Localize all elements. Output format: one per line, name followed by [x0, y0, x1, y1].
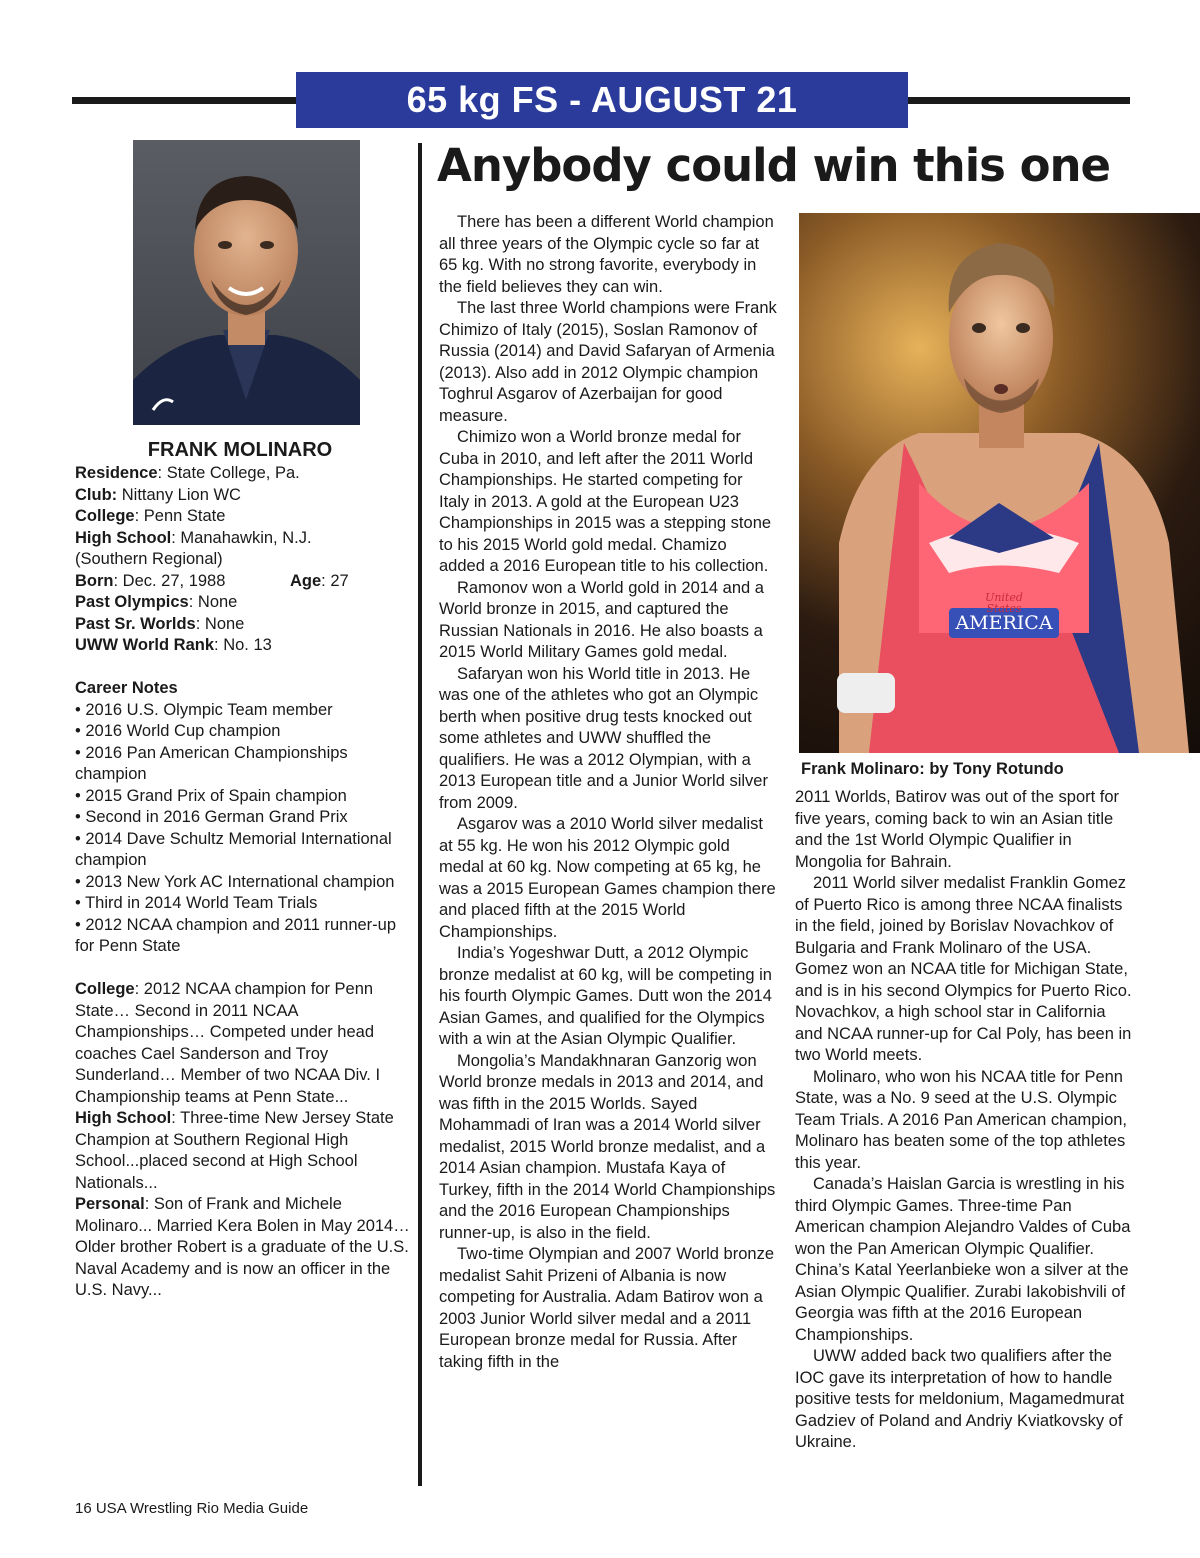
college-value: : Penn State [134, 507, 226, 525]
club-value: Nittany Lion WC [117, 485, 241, 504]
article-paragraph: UWW added back two qualifiers after the IOC gave its interpretation of how to handle positive tests for meldonium, Magamedmurat Gadziev of Poland and Andriy Kviatkovsky of Ukraine. [795, 1347, 1125, 1451]
past-olympics-value: : None [188, 593, 238, 611]
singlet-states-text: States [986, 602, 1022, 615]
age-label: Age [290, 571, 322, 590]
born-label: Born [75, 571, 114, 590]
article-column-right [795, 787, 1135, 1454]
high-school-row-2: (Southern Regional) [75, 550, 223, 568]
past-worlds-label: Past Sr. Worlds [75, 614, 196, 633]
career-notes-title: Career Notes [75, 679, 178, 697]
world-rank-row [75, 635, 415, 657]
singlet-united-text: United [985, 591, 1023, 604]
article-paragraph: Canada’s Haislan Garcia is wrestling in his third Olympic Games. Three-time Pan American champion Alejandro Valdes of Cuba won the Pan American Olympic Qualifier. China’s Katal Yeerlanbieke won a silver at the Asian Olympic Qualifier. Zurabi Iakobishvili of Georgia was fifth at the 2016 European Championships. [795, 1175, 1131, 1344]
column-divider [418, 143, 422, 1486]
photo-caption: Frank Molinaro: by Tony Rotundo [801, 760, 1064, 778]
bio-personal [75, 1194, 415, 1302]
event-banner: 65 kg FS - AUGUST 21 [296, 72, 908, 128]
career-note: • 2013 New York AC International champion [75, 872, 395, 891]
past-worlds-value: : None [195, 614, 245, 633]
residence-label: Residence [75, 464, 158, 482]
career-note: • 2015 Grand Prix of Spain champion [75, 786, 347, 805]
bio-personal-text: : Son of Frank and Michele Molinaro... Married Kera Bolen in May 2014… Older brother Robert is a graduate of the U.S. Naval Academy and is now an officer in the U.S. Navy... [75, 1195, 410, 1299]
club-row [75, 485, 415, 507]
high-school-value: : Manahawkin, N.J. [171, 528, 312, 547]
right-header-rule [906, 97, 1130, 104]
article-paragraph: Molinaro, who won his NCAA title for Penn State, was a No. 9 seed at the U.S. Olympic Team Trials. A 2016 Pan American champion, Molinaro has beaten some of the top athletes this year. [795, 1067, 1128, 1172]
article-paragraph: Two-time Olympian and 2007 World bronze medalist Sahit Prizeni of Albania is now competing for Australia. Adam Batirov won a 2003 Junior World silver medal and a 2011 European bronze medal for Russia. After taking fifth in the [439, 1245, 775, 1371]
bio-high-school [75, 1108, 415, 1194]
article-paragraph: The last three World champions were Frank Chimizo of Italy (2015), Soslan Ramonov of Russia (2014) and David Safaryan of Armenia (2013). Also add in 2012 Olympic champion Toghrul Asgarov of Azerbaijan for good measure. [439, 299, 777, 425]
club-label: Club: [75, 485, 118, 504]
career-note: • 2016 World Cup champion [75, 722, 281, 740]
career-note: • 2014 Dave Schultz Memorial International champion [75, 829, 392, 869]
page-footer: 16 USA Wrestling Rio Media Guide [75, 1500, 309, 1517]
article-headline: Anybody could win this one [437, 139, 1111, 192]
world-rank-label: UWW World Rank [75, 636, 215, 654]
headshot-photo [133, 140, 360, 425]
portrait-illustration [133, 140, 360, 425]
bio-personal-label: Personal [75, 1195, 145, 1213]
bio-high-school-label: High School [75, 1109, 172, 1127]
career-note: • 2016 Pan American Championships champion [75, 743, 348, 783]
article-paragraph: There has been a different World champion all three years of the Olympic cycle so far at 65 kg. With no strong favorite, everybody in the field believes they can win. [439, 213, 774, 296]
bio-college [75, 979, 415, 1108]
past-worlds-row [75, 614, 415, 636]
high-school-label: High School [75, 528, 172, 547]
age-field [290, 571, 349, 593]
career-note: • 2012 NCAA champion and 2011 runner-up for Penn State [75, 915, 397, 955]
residence-value: : State College, Pa. [157, 464, 300, 482]
article-paragraph: Mongolia’s Mandakhnaran Ganzorig won World bronze medals in 2013 and 2014, and was fifth in the 2015 Worlds. Sayed Mohammadi of Iran was a 2014 World silver medalist, 2015 World bronze medalist, and a 2014 Asian champion. Mustafa Kaya of Turkey, fifth in the 2014 World Championships and the 2016 European Championships runner-up, is also in the field. [439, 1051, 776, 1242]
past-olympics-label: Past Olympics [75, 593, 189, 611]
world-rank-value: : No. 13 [214, 636, 272, 654]
bio-college-label: College [75, 980, 135, 998]
article-paragraph: India’s Yogeshwar Dutt, a 2012 Olympic bronze medalist at 60 kg, will be competing in his fourth Olympic Games. Dutt won the 2014 Asian Games, and qualified for the Olympics with a win at the Asian Olympic Qualifier. [439, 944, 772, 1048]
career-note: • 2016 U.S. Olympic Team member [75, 700, 333, 719]
singlet-america-text: AMERICA [955, 612, 1053, 634]
bio-high-school-text: : Three-time New Jersey State Champion at Southern Regional High School...placed second at High School Nationals... [75, 1109, 394, 1192]
high-school-row [75, 528, 415, 550]
article-paragraph: Chimizo won a World bronze medal for Cuba in 2010, and left after the 2011 World Championships. He started competing for Italy in 2013. A gold at the European U23 Championships in 2015 was a stepping stone to his 2015 World gold medal. Chamizo added a 2016 European title to his collection. [439, 428, 772, 575]
article-column-middle [439, 212, 777, 1373]
article-paragraph: 2011 Worlds, Batirov was out of the sport for five years, coming back to win an Asian title and the 1st World Olympic Qualifier in Mongolia for Bahrain. [795, 788, 1120, 871]
wrestler-illustration [799, 213, 1200, 753]
career-note: • Third in 2014 World Team Trials [75, 894, 318, 912]
athlete-name: FRANK MOLINARO [147, 439, 333, 461]
career-note: • Second in 2016 German Grand Prix [75, 808, 348, 826]
article-paragraph: Ramonov won a World gold in 2014 and a World bronze in 2015, and captured the Russian Nationals in 2016. He also boasts a 2015 World Military Games gold medal. [439, 578, 764, 661]
college-row [75, 506, 415, 528]
residence-row [75, 463, 415, 485]
bio-college-text: : 2012 NCAA champion for Penn State… Second in 2011 NCAA Championships… Competed under head coaches Cael Sanderson and Troy Sunderland… Member of two NCAA Div. I Championship teams at Penn State... [75, 980, 381, 1106]
article-paragraph: Asgarov was a 2010 World silver medalist at 55 kg. He won his 2012 Olympic gold medal at 60 kg. Now competing at 65 kg, he was a 2015 European Games champion there and placed fifth at the 2015 World Championships. [439, 815, 776, 941]
age-value: : 27 [321, 571, 349, 590]
born-row [75, 571, 415, 593]
past-olympics-row [75, 592, 415, 614]
action-photo [799, 213, 1200, 753]
born-value: : Dec. 27, 1988 [113, 571, 226, 590]
college-label: College [75, 507, 135, 525]
left-header-rule [72, 97, 298, 104]
article-paragraph: Safaryan won his World title in 2013. He was one of the athletes who got an Olympic berth when positive drug tests knocked out some athletes and UWW shuffled the qualifiers. He was a 2012 Olympian, with a 2013 European title and a Junior World silver from 2009. [439, 664, 768, 812]
article-paragraph: 2011 World silver medalist Franklin Gomez of Puerto Rico is among three NCAA finalists in the field, joined by Borislav Novachkov of Bulgaria and Frank Molinaro of the USA. Gomez won an NCAA title for Michigan State, and is in his second Olympics for Puerto Rico. Novachkov, a high school star in California and NCAA runner-up for Cal Poly, has been in two World meets. [795, 874, 1132, 1064]
athlete-profile [75, 463, 415, 1302]
